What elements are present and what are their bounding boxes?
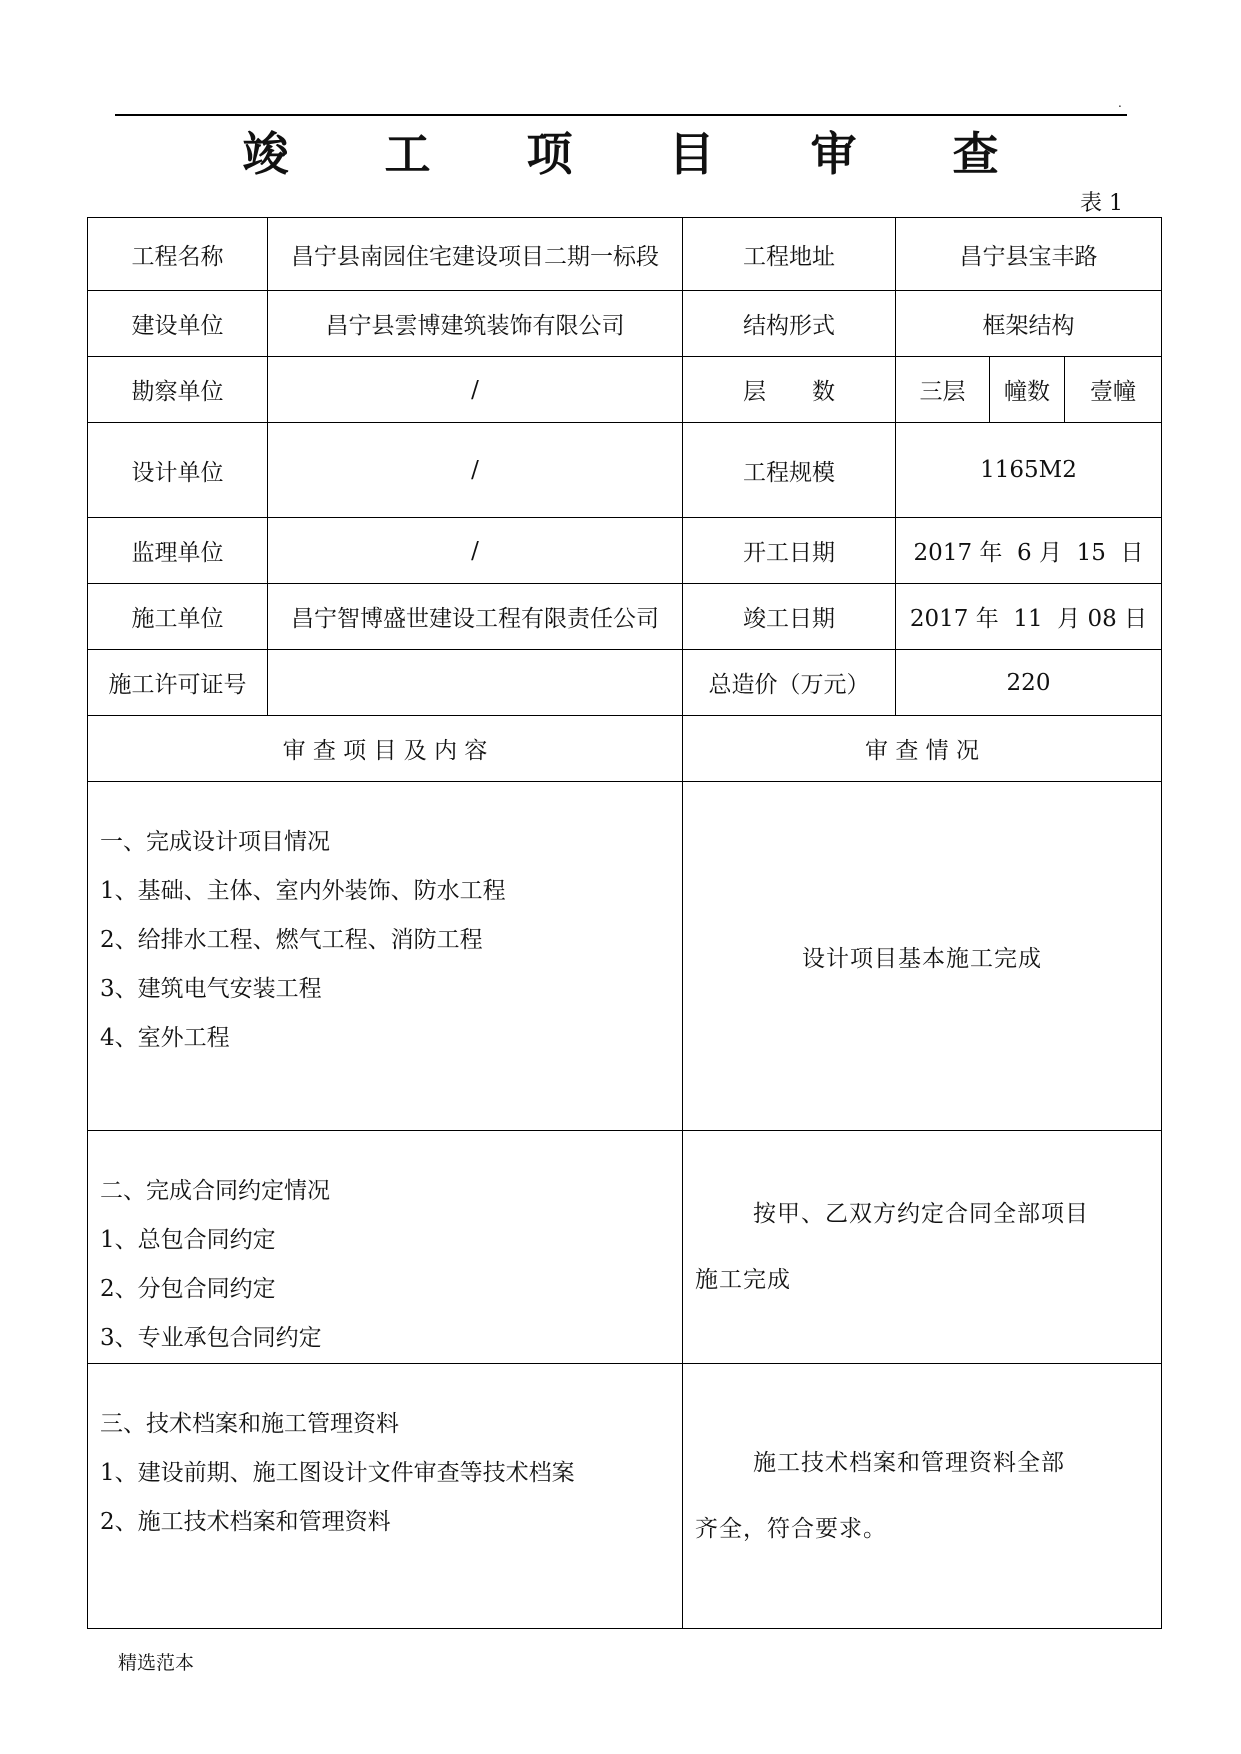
- review-items-header: 审 查 项 目 及 内 容: [88, 716, 683, 782]
- survey-value: /: [268, 357, 683, 423]
- section-1-content: [88, 782, 683, 1131]
- permit-value: [268, 650, 683, 716]
- table-number: 表 1: [1080, 191, 1123, 216]
- section-3-result: [683, 1364, 1162, 1629]
- list-item: 3、建筑电气安装工程: [100, 976, 322, 1002]
- supervision-label: 监理单位: [88, 518, 268, 584]
- result-line: 齐全，符合要求。: [695, 1516, 887, 1542]
- address-value: 昌宁县宝丰路: [896, 218, 1162, 291]
- page-title: 竣 工 项 目 审 查: [242, 127, 1039, 181]
- list-item: 2、分包合同约定: [100, 1276, 276, 1302]
- address-label: 工程地址: [683, 218, 896, 291]
- start-date-label: 开工日期: [683, 518, 896, 584]
- list-item: 4、室外工程: [100, 1025, 230, 1051]
- scale-label: 工程规模: [683, 423, 896, 518]
- cost-label: 总造价（万元）: [683, 650, 896, 716]
- list-item: 1、基础、主体、室内外装饰、防水工程: [100, 878, 506, 904]
- survey-label: 勘察单位: [88, 357, 268, 423]
- list-item: 1、建设前期、施工图设计文件审查等技术档案: [100, 1460, 575, 1486]
- list-item: 3、专业承包合同约定: [100, 1325, 322, 1351]
- start-date-value: 2017 年 6 月 15 日: [896, 518, 1162, 584]
- scale-value: 1165M2: [896, 423, 1162, 518]
- structure-label: 结构形式: [683, 291, 896, 357]
- section-2-title: 二、完成合同约定情况: [100, 1178, 330, 1204]
- list-item: 1、总包合同约定: [100, 1227, 276, 1253]
- review-status-header: 审 查 情 况: [683, 716, 1162, 782]
- buildings-value: 壹幢: [1065, 357, 1162, 423]
- result-line: 施工技术档案和管理资料全部: [753, 1450, 1065, 1476]
- floors-label: 层 数: [683, 357, 896, 423]
- result-line: 设计项目基本施工完成: [802, 945, 1042, 972]
- result-line: 按甲、乙双方约定合同全部项目: [753, 1201, 1089, 1227]
- completion-date-value: 2017 年 11 月 08 日: [896, 584, 1162, 650]
- structure-value: 框架结构: [896, 291, 1162, 357]
- completion-date-label: 竣工日期: [683, 584, 896, 650]
- builder-label: 建设单位: [88, 291, 268, 357]
- section-2-content: [88, 1131, 683, 1364]
- list-item: 2、给排水工程、燃气工程、消防工程: [100, 927, 483, 953]
- result-line: 施工完成: [695, 1267, 791, 1293]
- section-3-content: [88, 1364, 683, 1629]
- floors-value: 三层: [896, 357, 990, 423]
- design-value: /: [268, 423, 683, 518]
- header-rule: [115, 114, 1127, 116]
- section-1-title: 一、完成设计项目情况: [100, 829, 330, 855]
- builder-value: 昌宁县雲博建筑装饰有限公司: [268, 291, 683, 357]
- footer-note: 精选范本: [118, 1652, 195, 1674]
- buildings-label: 幢数: [990, 357, 1065, 423]
- review-table: [87, 217, 1162, 1629]
- corner-mark: .: [1118, 96, 1122, 110]
- section-3-title: 三、技术档案和施工管理资料: [100, 1411, 399, 1437]
- contractor-value: 昌宁智博盛世建设工程有限责任公司: [268, 584, 683, 650]
- section-2-result: [683, 1131, 1162, 1364]
- permit-label: 施工许可证号: [88, 650, 268, 716]
- supervision-value: /: [268, 518, 683, 584]
- section-1-result: [683, 782, 1162, 1131]
- project-name-label: 工程名称: [88, 218, 268, 291]
- list-item: 2、施工技术档案和管理资料: [100, 1509, 391, 1535]
- project-name-value: 昌宁县南园住宅建设项目二期一标段: [268, 218, 683, 291]
- design-label: 设计单位: [88, 423, 268, 518]
- contractor-label: 施工单位: [88, 584, 268, 650]
- cost-value: 220: [896, 650, 1162, 716]
